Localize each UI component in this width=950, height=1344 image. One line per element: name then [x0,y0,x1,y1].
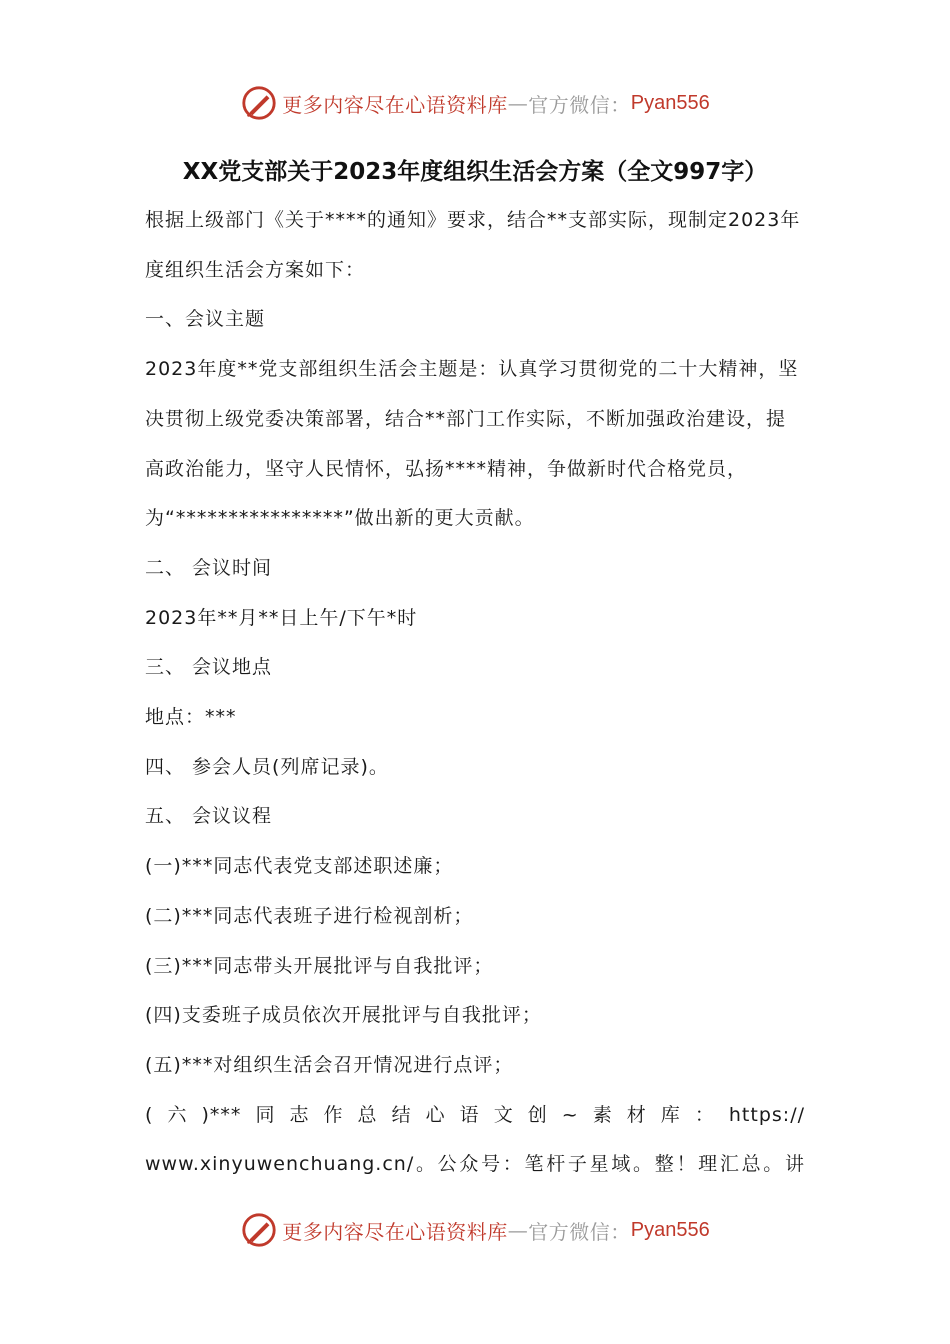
document-body [145,196,805,1190]
agenda-item-6-line2: www.xinyuwenchuang.cn/。公众号：笔杆子星域。整！理汇总。讲 [145,1153,805,1176]
watermark-contact: 官方微信： [528,1219,631,1244]
watermark-id: Pyan556 [630,1218,710,1241]
agenda-item-3: (三)***同志带头开展批评与自我批评； [145,954,494,977]
paragraph-theme: 2023年度**党支部组织生活会主题是：认真学习贯彻党的二十大精神，坚决贯彻上级党委决策部署，结合**部门工作实际，不断加强政治建设，提高政治能力，坚守人民情怀，弘扬****精神，争做新时代合格党员，为“****************”做出新的更大贡献。 [145,358,799,530]
paragraph-intro: 根据上级部门《关于****的通知》要求，结合**支部实际，现制定2023年度组织生活会方案如下： [145,209,801,281]
heading-attendees: 四、 参会人员(列席记录)。 [145,755,389,778]
heading-agenda: 五、 会议议程 [145,805,273,828]
watermark-separator: — [507,91,529,115]
watermark-separator: — [507,1218,529,1242]
agenda-item-5: (五)***对组织生活会召开情况进行点评； [145,1053,514,1076]
agenda-item-1: (一)***同志代表党支部述职述廉； [145,855,454,878]
paragraph-location: 地点：*** [145,706,237,729]
footer-watermark [0,1211,950,1249]
heading-time: 二、 会议时间 [145,556,273,579]
header-watermark [0,84,950,122]
watermark-id: Pyan556 [630,91,710,114]
heading-theme: 一、会议主题 [145,308,266,331]
pen-logo-icon [240,1211,278,1249]
agenda-item-2: (二)***同志代表班子进行检视剖析； [145,904,474,927]
paragraph-time: 2023年**月**日上午/下午*时 [145,606,418,629]
document-title: XX党支部关于2023年度组织生活会方案（全文997字） [182,159,768,185]
agenda-item-4: (四)支委班子成员依次开展批评与自我批评； [145,1004,542,1027]
watermark-contact: 官方微信： [528,92,631,117]
watermark-text: 更多内容尽在心语资料库 [282,1219,508,1244]
pen-logo-icon [240,84,278,122]
agenda-item-6-line1: (六)***同志作总结心语文创~素材库：https:// [145,1103,805,1126]
watermark-text: 更多内容尽在心语资料库 [282,92,508,117]
heading-location: 三、 会议地点 [145,656,273,679]
